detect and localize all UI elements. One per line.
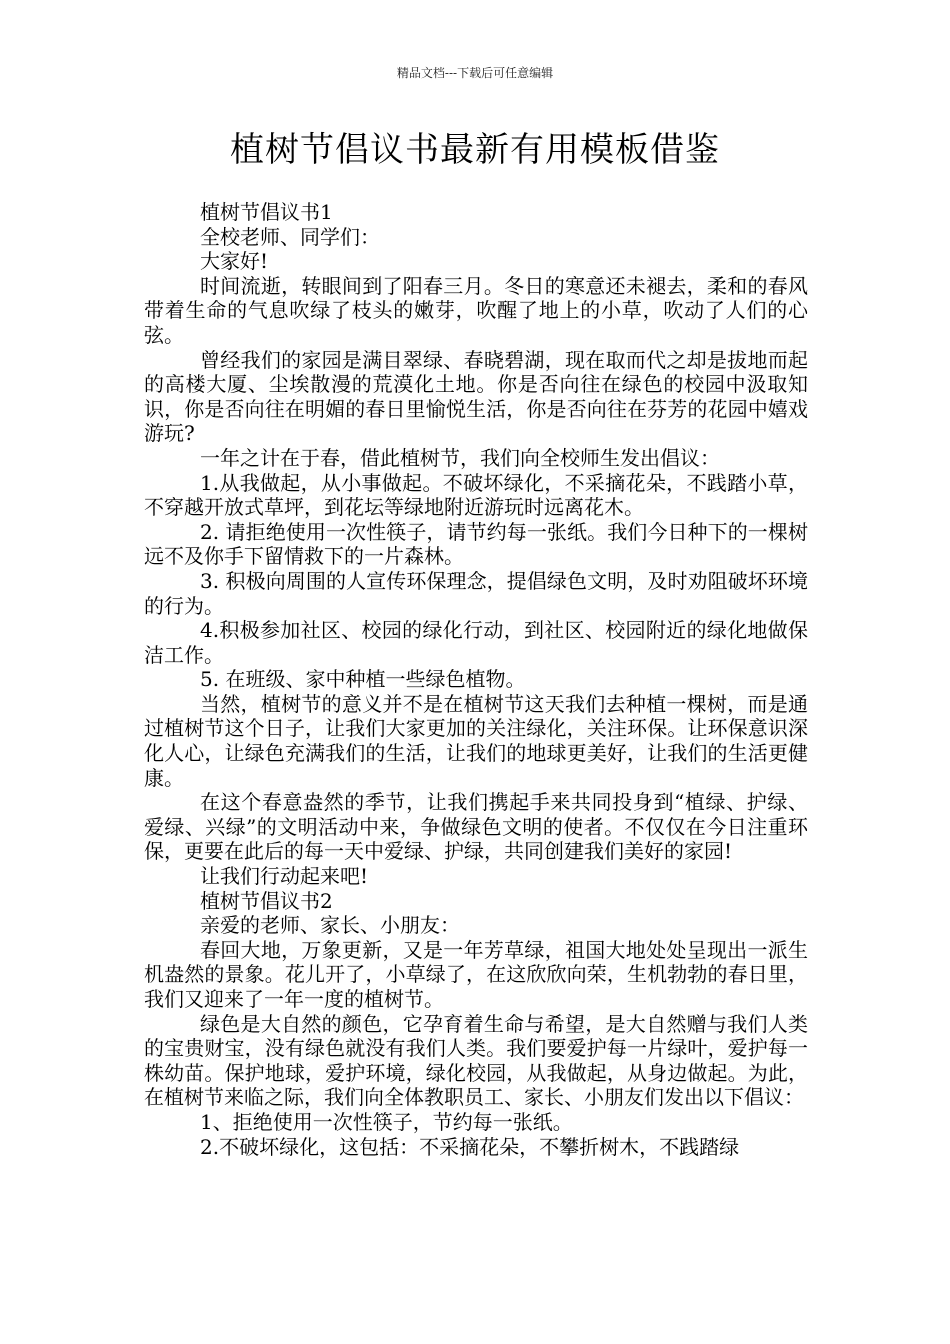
paragraph: 曾经我们的家园是满目翠绿、春晓碧湖，现在取而代之却是拔地而起的高楼大厦、尘埃散漫的荒漠化土地。你是否向往在绿色的校园中汲取知识，你是否向往在明媚的春日里愉悦生活，你是否向往在芬芳的花园中嬉戏游玩?	[144, 347, 808, 446]
paragraph: 植树节倡议书1	[200, 200, 333, 224]
paragraph: 1、拒绝使用一次性筷子，节约每一张纸。	[200, 1109, 573, 1134]
paragraph: 绿色是大自然的颜色，它孕育着生命与希望，是大自然赠与我们人类的宝贵财宝，没有绿色就没有我们人类。我们要爱护每一片绿叶，爱护每一株幼苗。保护地球，爱护环境，绿化校园，从我做起，从身边做起。为此，在植树节来临之际，我们向全体教职员工、家长、小朋友们发出以下倡议：	[144, 1011, 808, 1110]
paragraph: 亲爱的老师、家长、小朋友：	[200, 913, 460, 938]
paragraph: 2. 请拒绝使用一次性筷子，请节约每一张纸。我们今日种下的一棵树远不及你手下留情救下的一片森林。	[144, 519, 808, 569]
document-body	[144, 200, 808, 1159]
header-note: 精品文档---下载后可任意编辑	[396, 66, 554, 80]
paragraph: 5. 在班级、家中种植一些绿色植物。	[200, 667, 526, 692]
paragraph: 全校老师、同学们：	[200, 224, 380, 249]
paragraph: 植树节倡议书2	[200, 888, 333, 913]
paragraph: 时间流逝，转眼间到了阳春三月。冬日的寒意还未褪去，柔和的春风带着生命的气息吹绿了枝头的嫩芽，吹醒了地上的小草，吹动了人们的心弦。	[144, 273, 808, 347]
paragraph: 当然，植树节的意义并不是在植树节这天我们去种植一棵树，而是通过植树节这个日子，让我们大家更加的关注绿化，关注环保。让环保意识深化人心，让绿色充满我们的生活，让我们的地球更美好，让我们的生活更健康。	[144, 691, 808, 790]
paragraph: 春回大地，万象更新，又是一年芳草绿，祖国大地处处呈现出一派生机盎然的景象。花儿开了，小草绿了，在这欣欣向荣，生机勃勃的春日里，我们又迎来了一年一度的植树节。	[144, 937, 808, 1011]
paragraph: 在这个春意盎然的季节，让我们携起手来共同投身到“植绿、护绿、爱绿、兴绿”的文明活动中来，争做绿色文明的使者。不仅仅在今日注重环保，更要在此后的每一天中爱绿、护绿，共同创建我们美好的家园!	[144, 790, 808, 864]
paragraph: 大家好!	[200, 249, 269, 274]
paragraph: 让我们行动起来吧!	[200, 864, 369, 889]
paragraph: 1.从我做起，从小事做起。不破坏绿化，不采摘花朵，不践踏小草，不穿越开放式草坪，到花坛等绿地附近游玩时远离花木。	[144, 470, 808, 520]
paragraph: 一年之计在于春，借此植树节，我们向全校师生发出倡议：	[200, 445, 720, 470]
paragraph: 3. 积极向周围的人宣传环保理念，提倡绿色文明，及时劝阻破坏环境的行为。	[144, 568, 808, 618]
paragraph: 2.不破坏绿化，这包括：不采摘花朵，不攀折树木，不践踏绿	[200, 1134, 740, 1159]
paragraph: 4.积极参加社区、校园的绿化行动，到社区、校园附近的绿化地做保洁工作。	[144, 618, 808, 667]
document-title: 植树节倡议书最新有用模板借鉴	[230, 130, 720, 170]
